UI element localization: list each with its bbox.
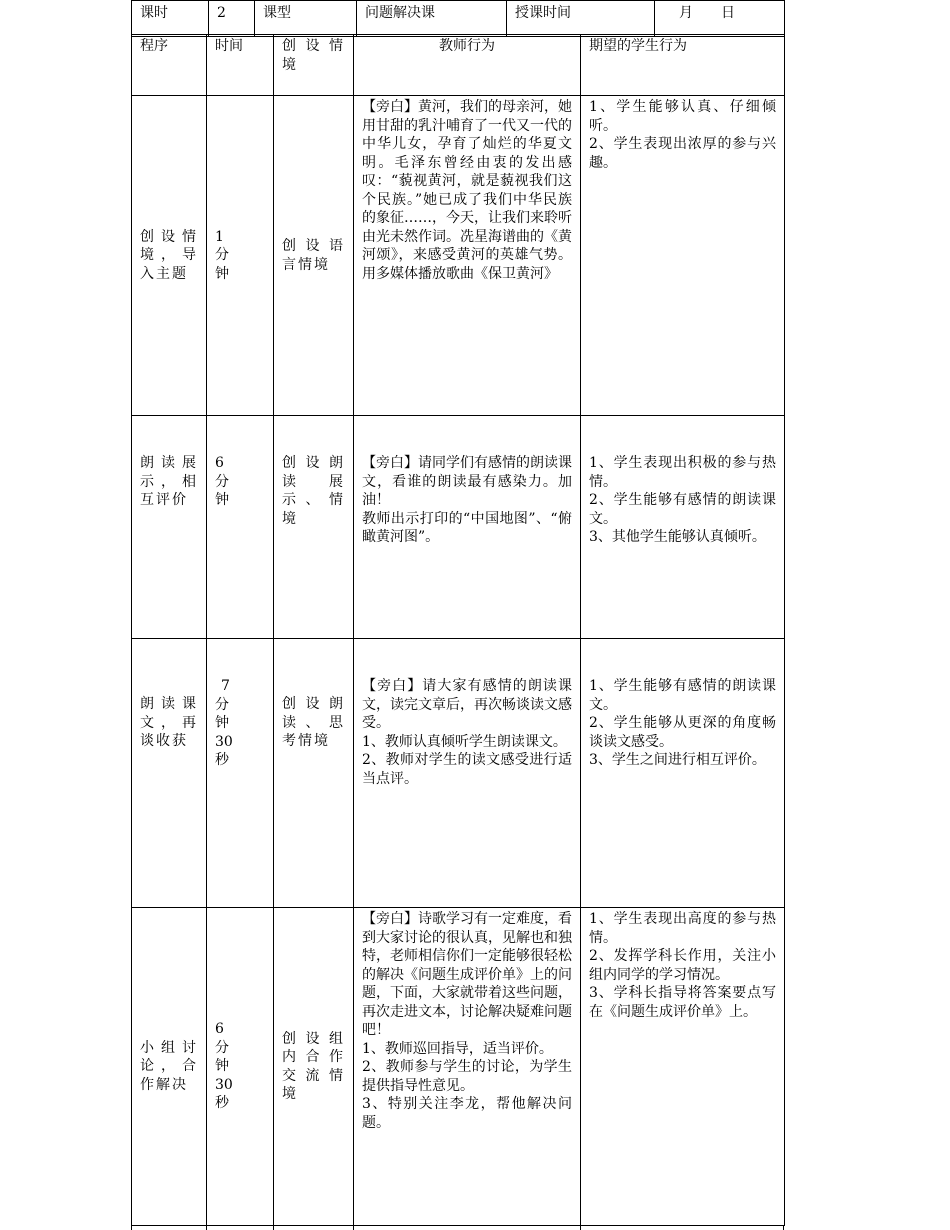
time-part: 分 [215, 1039, 229, 1056]
student-text: 3、其他学生能够认真倾听。 [589, 529, 766, 545]
time-part: 钟 [215, 1058, 229, 1075]
date-field: 月 日 [655, 1, 785, 37]
time-part: 钟 [215, 265, 229, 282]
teacher-text: 2、教师参与学生的讨论，为学生提供指导性意见。 [362, 1059, 572, 1094]
procedure-cell: 朗读课文，再谈收获 [132, 639, 207, 908]
teacher-text: 2、教师对学生的读文感受进行适当点评。 [362, 752, 572, 787]
time-part: 秒 [215, 752, 229, 768]
scenario-cell: 创设朗读展示、情境 [274, 416, 354, 639]
col-header-time: 时间 [207, 35, 274, 96]
table-border-stub [353, 1226, 354, 1230]
time-part: 分 [215, 473, 229, 490]
student-text: 1、学生能够认真、仔细倾听。 [589, 99, 776, 134]
col-header-scenario: 创设情境 [274, 35, 354, 96]
table-row [132, 908, 785, 1226]
student-cell [581, 416, 785, 639]
time-part: 30 [215, 1076, 233, 1093]
teacher-cell [354, 639, 581, 908]
teacher-cell [354, 908, 581, 1226]
time-part: 分 [215, 247, 229, 264]
teacher-text: 【旁白】请大家有感情的朗读课文，读完文章后，再次畅谈读文感受。 [362, 678, 572, 731]
table-border-stub [580, 1226, 581, 1230]
time-label: 授课时间 [507, 1, 655, 37]
student-cell [581, 639, 785, 908]
time-part: 钟 [215, 492, 229, 508]
student-text: 1、学生能够有感情的朗读课文。 [589, 678, 776, 713]
student-cell [581, 908, 785, 1226]
teacher-cell [354, 416, 581, 639]
period-value: 2 [209, 1, 255, 37]
col-header-teacher: 教师行为 [354, 35, 581, 96]
teacher-text: 【旁白】请同学们有感情的朗读课文，看谁的朗读最有感染力。加油！ [362, 455, 572, 508]
student-text: 2、学生能够有感情的朗读课文。 [589, 492, 776, 527]
time-part: 7 [221, 678, 230, 694]
col-header-student: 期望的学生行为 [581, 35, 785, 96]
teacher-cell [354, 96, 581, 416]
lesson-header-table [131, 0, 785, 37]
teacher-text: 【旁白】黄河，我们的母亲河，她用甘甜的乳汁哺育了一代又一代的中华儿女，孕育了灿烂的华夏文明。毛泽东曾经由衷的发出感叹：“藐视黄河，就是藐视我们这个民族。”她已成了我们中华民族的象征……，今天，让我们来聆听由光未然作词。冼星海谱曲的《黄河颂》，来感受黄河的英雄气势。用多媒体播放歌曲《保卫黄河》 [362, 99, 572, 282]
procedure-cell: 创设情境，导入主题 [132, 96, 207, 416]
type-label: 课型 [255, 1, 357, 37]
table-bottom-border [131, 1225, 784, 1226]
table-border-stub [206, 1226, 207, 1230]
student-text: 1、学生表现出积极的参与热情。 [589, 455, 776, 490]
period-label: 课时 [132, 1, 209, 37]
teacher-text: 1、教师巡回指导，适当评价。 [362, 1040, 553, 1057]
scenario-cell: 创设朗读、思考情境 [274, 639, 354, 908]
time-part: 30 [215, 733, 233, 750]
time-part: 分 [215, 696, 229, 713]
table-row [132, 96, 785, 416]
column-header-row [132, 35, 785, 96]
table-border-stub [273, 1226, 274, 1230]
table-border-stub [783, 1226, 784, 1230]
time-part: 6 [215, 455, 224, 471]
lesson-procedure-table [131, 34, 785, 1226]
time-part: 钟 [215, 715, 229, 731]
student-text: 2、学生表现出浓厚的参与兴趣。 [589, 136, 776, 171]
time-cell [207, 96, 274, 416]
time-cell [207, 416, 274, 639]
student-text: 2、发挥学科长作用，关注小组内同学的学习情况。 [589, 948, 776, 983]
table-border-stub [131, 1226, 132, 1230]
student-text: 3、学科长指导将答案要点写在《问题生成评价单》上。 [589, 985, 776, 1020]
teacher-text: 3、特别关注李龙，帮他解决问题。 [362, 1096, 572, 1131]
time-cell [207, 908, 274, 1226]
student-text: 2、学生能够从更深的角度畅谈读文感受。 [589, 715, 776, 750]
teacher-text: 1、教师认真倾听学生朗读课文。 [362, 733, 567, 750]
table-row [132, 416, 785, 639]
scenario-cell: 创设语言情境 [274, 96, 354, 416]
type-value: 问题解决课 [357, 1, 507, 37]
table-row [132, 639, 785, 908]
student-text: 3、学生之间进行相互评价。 [589, 752, 766, 768]
student-cell [581, 96, 785, 416]
header-row [132, 1, 785, 37]
col-header-procedure: 程序 [132, 35, 207, 96]
teacher-text: 【旁白】诗歌学习有一定难度，看到大家讨论的很认真，见解也和独特，老师相信你们一定能够很轻松的解决《问题生成评价单》上的问题，下面，大家就带着这些问题，再次走进文本，讨论解决疑难问题吧！ [362, 911, 572, 1038]
procedure-cell: 小组讨论，合作解决 [132, 908, 207, 1226]
time-part: 秒 [215, 1095, 229, 1112]
time-part: 6 [215, 1021, 224, 1038]
teacher-text: 教师出示打印的“中国地图”、“俯瞰黄河图”。 [362, 510, 572, 545]
student-text: 1、学生表现出高度的参与热情。 [589, 911, 776, 946]
scenario-cell: 创设组内合作交流情境 [274, 908, 354, 1226]
time-part: 1 [215, 228, 224, 245]
time-cell [207, 639, 274, 908]
procedure-cell: 朗读展示，相互评价 [132, 416, 207, 639]
